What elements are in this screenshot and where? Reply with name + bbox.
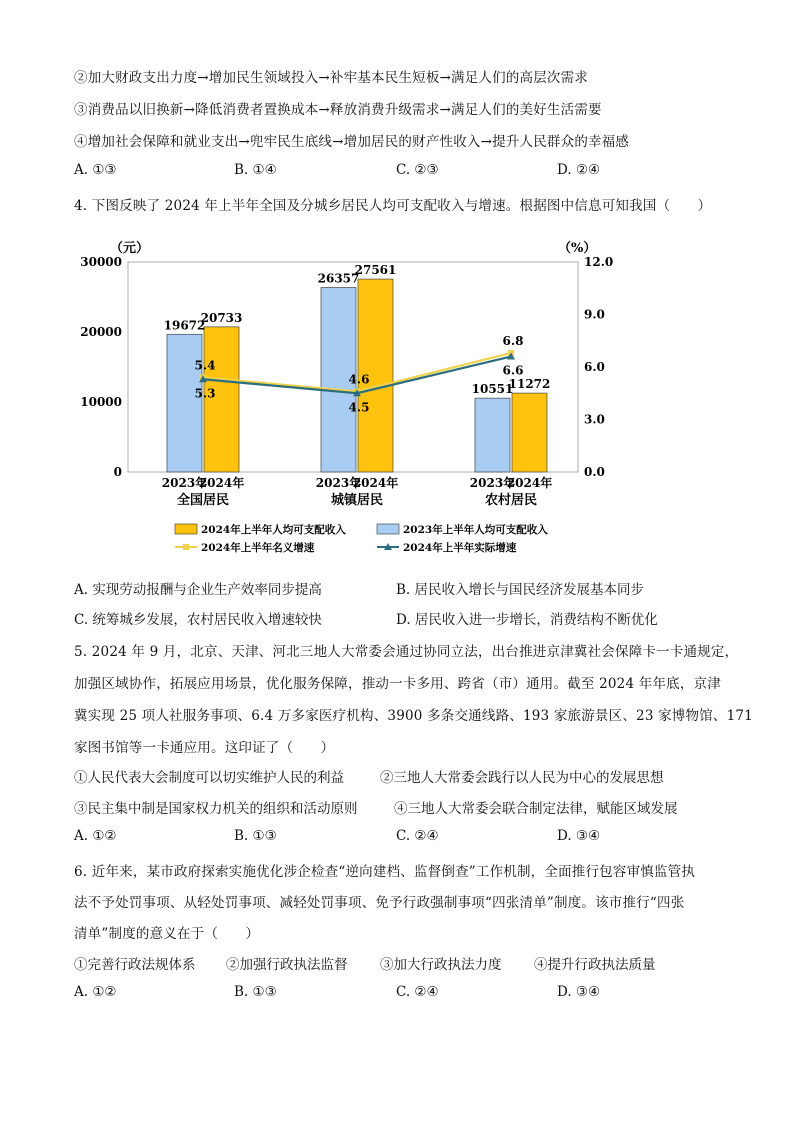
x-year-label-2023: 2023年 xyxy=(315,476,362,490)
real-growth-label: 4.5 xyxy=(348,400,370,415)
y-right-tick-label: 3.0 xyxy=(584,412,605,427)
x-year-label-2024: 2024年 xyxy=(506,476,553,490)
q6-option-b: B. ①③ xyxy=(234,984,277,1000)
q5-item-1: ①人民代表大会制度可以切实维护人民的利益 xyxy=(74,770,344,786)
chart-legend xyxy=(175,523,548,554)
y-left-tick-label: 0 xyxy=(113,465,122,479)
q5-item-2: ②三地人大常委会践行以人民为中心的发展思想 xyxy=(380,770,664,786)
q3-item-3: ③消费品以旧换新→降低消费者置换成本→释放消费升级需求→满足人们的美好生活需要 xyxy=(74,102,602,118)
q5-option-c: C. ②④ xyxy=(396,828,439,844)
q4-stem: 4. 下图反映了 2024 年上半年全国及分城乡居民人均可支配收入与增速。根据图中信息可知我国（ ） xyxy=(74,198,712,214)
nominal-growth-label: 5.4 xyxy=(194,358,216,373)
q6-item-3: ③加大行政执法力度 xyxy=(380,957,502,973)
q3-option-a: A. ①③ xyxy=(74,162,117,178)
q4-option-d: D. 居民收入进一步增长，消费结构不断优化 xyxy=(396,612,658,628)
y-right-tick-label: 9.0 xyxy=(584,307,605,322)
bar-label-2023: 26357 xyxy=(317,271,360,286)
legend-label-real: 2024年上半年实际增速 xyxy=(403,542,517,554)
q4-option-c: C. 统筹城乡发展，农村居民收入增速较快 xyxy=(74,612,322,628)
q6-option-a: A. ①② xyxy=(74,984,117,1000)
q6-line-3: 清单”制度的意义在于（ ） xyxy=(74,926,260,942)
x-group-label: 农村居民 xyxy=(484,493,538,508)
q6-item-4: ④提升行政执法质量 xyxy=(534,957,656,973)
bar-2023 xyxy=(167,334,202,472)
y-left-tick-label: 10000 xyxy=(80,395,122,409)
q6-option-d: D. ③④ xyxy=(557,984,601,1000)
q5-line-2: 加强区域协作，拓展应用场景，优化服务保障，推动一卡多用、跨省（市）通用。截至 2024 年年底，京津 xyxy=(74,676,721,692)
x-group-label: 全国居民 xyxy=(176,493,230,508)
q3-item-2: ②加大财政支出力度→增加民生领域投入→补牢基本民生短板→满足人们的高层次需求 xyxy=(74,70,589,86)
income-chart xyxy=(80,232,640,562)
q6-line-2: 法不予处罚事项、从轻处罚事项、减轻处罚事项、免予行政强制事项“四张清单”制度。该市推行“四张 xyxy=(74,895,685,911)
x-group-label: 城镇居民 xyxy=(330,493,384,508)
bar-label-2023: 19672 xyxy=(163,318,206,333)
q6-option-c: C. ②④ xyxy=(396,984,439,1000)
q3-option-d: D. ②④ xyxy=(557,162,601,178)
q4-option-a: A. 实现劳动报酬与企业生产效率同步提高 xyxy=(74,582,322,598)
right-unit-label: （%） xyxy=(558,241,597,256)
y-right-tick-label: 12.0 xyxy=(584,255,614,269)
q6-item-1: ①完善行政法规体系 xyxy=(74,957,196,973)
left-unit-label: （元） xyxy=(110,241,150,256)
x-year-label-2024: 2024年 xyxy=(198,476,245,490)
legend-label-nominal: 2024年上半年名义增速 xyxy=(201,542,315,554)
q5-option-b: B. ①③ xyxy=(234,828,277,844)
q5-line-4: 家图书馆等一卡通应用。这印证了（ ） xyxy=(74,740,335,756)
q3-option-c: C. ②③ xyxy=(396,162,439,178)
q5-line-3: 冀实现 25 项人社服务事项、6.4 万多家医疗机构、3900 多条交通线路、193 家旅游景区、23 家博物馆、171 xyxy=(74,708,753,724)
q5-item-3: ③民主集中制是国家权力机关的组织和活动原则 xyxy=(74,801,358,817)
q3-option-b: B. ①④ xyxy=(234,162,277,178)
bar-label-2024: 11272 xyxy=(508,377,551,392)
q5-line-1: 5. 2024 年 9 月，北京、天津、河北三地人大常委会通过协同立法，出台推进京津冀社会保障卡一卡通规定， xyxy=(74,644,739,660)
q3-item-4: ④增加社会保障和就业支出→兜牢民生底线→增加居民的财产性收入→提升人民群众的幸福感 xyxy=(74,134,630,150)
q6-line-1: 6. 近年来，某市政府探索实施优化涉企检查“逆向建档、监督倒查”工作机制，全面推行包容审慎监管执 xyxy=(74,864,696,880)
y-left-tick-label: 20000 xyxy=(80,325,122,339)
q5-item-4: ④三地人大常委会联合制定法律，赋能区域发展 xyxy=(394,801,678,817)
bar-2023 xyxy=(475,398,510,472)
real-growth-label: 6.6 xyxy=(502,363,524,378)
legend-swatch-2023-income xyxy=(377,524,399,534)
q4-option-b: B. 居民收入增长与国民经济发展基本同步 xyxy=(396,582,645,598)
legend-label-2024-income: 2024年上半年人均可支配收入 xyxy=(201,524,346,536)
x-year-label-2024: 2024年 xyxy=(352,476,399,490)
bar-label-2023: 10551 xyxy=(471,382,514,397)
x-year-label-2023: 2023年 xyxy=(469,476,516,490)
nominal-growth-label: 6.8 xyxy=(502,334,524,348)
legend-marker-nominal xyxy=(183,544,189,550)
real-growth-label: 5.3 xyxy=(194,386,216,401)
x-year-label-2023: 2023年 xyxy=(161,476,208,490)
q6-item-2: ②加强行政执法监督 xyxy=(226,957,348,973)
legend-label-2023-income: 2023年上半年人均可支配收入 xyxy=(403,524,548,536)
bar-label-2024: 20733 xyxy=(200,310,243,325)
q5-option-a: A. ①② xyxy=(74,828,117,844)
nominal-growth-label: 4.6 xyxy=(348,372,370,387)
y-left-tick-label: 30000 xyxy=(80,255,122,269)
q5-option-d: D. ③④ xyxy=(557,828,601,844)
legend-swatch-2024-income xyxy=(175,524,197,534)
y-right-tick-label: 0.0 xyxy=(584,465,605,479)
bar-2024 xyxy=(512,393,547,472)
bar-label-2024: 27561 xyxy=(354,263,397,278)
y-right-tick-label: 6.0 xyxy=(584,360,605,374)
